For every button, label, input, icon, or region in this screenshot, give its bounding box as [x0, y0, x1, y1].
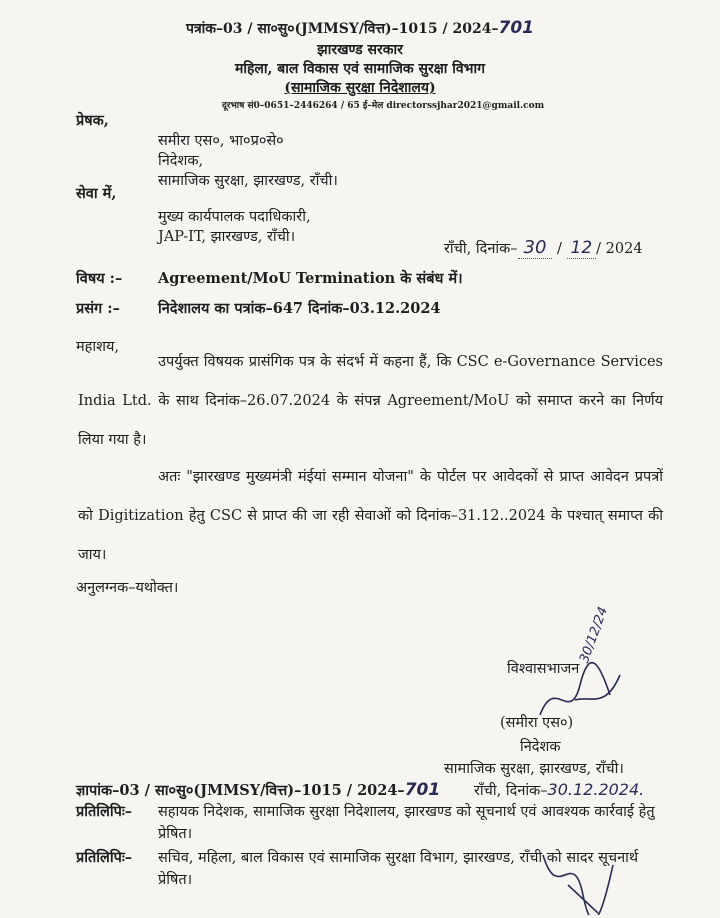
- recipient-office: JAP-IT, झारखण्ड, राँची।: [158, 229, 296, 245]
- memo-ref-handwritten: 701: [404, 780, 441, 800]
- ref-line-text: पत्रांक–03 / सा०सु०(JMMSY/वित्त)–1015 / 2024–: [186, 21, 499, 37]
- copy1-text: सहायक निदेशक, सामाजिक सुरक्षा निदेशालय, झारखण्ड को सूचनार्थ एवं आवश्यक कार्रवाई हेतु प्रेषित।: [158, 804, 655, 842]
- sender-label: प्रेषक,: [76, 112, 109, 129]
- para2-first-line: अतः "झारखण्ड मुख्यमंत्री मंईयां सम्मान योजना" के पोर्टल पर आवेदकों से प्राप्त आवेदन: [158, 469, 629, 485]
- date-year: / 2024: [596, 241, 643, 257]
- date-prefix: राँची, दिनांक–: [444, 241, 518, 257]
- body-paragraph-1: [78, 343, 663, 460]
- ref-number-line: [0, 18, 720, 38]
- para1-first-line: उपर्युक्त विषयक प्रासंगिक पत्र के संदर्भ में कहना हैं, कि CSC e-Governance: [158, 354, 596, 370]
- memo-date-prefix: राँची, दिनांक–: [474, 783, 548, 799]
- copy1-label: प्रतिलिपिः–: [76, 803, 133, 820]
- body-paragraph-2: [78, 458, 663, 575]
- contact-line: दूरभाष सं0–0651–2446264 / 65 ई–मेल directorssjhar2021@gmail.com: [222, 101, 545, 111]
- signatory-office: सामाजिक सुरक्षा, झारखण्ड, राँची।: [444, 761, 624, 777]
- date-day-handwritten: 30: [518, 237, 553, 259]
- reference-label: प्रसंग :–: [76, 300, 120, 317]
- copy2-text: सचिव, महिला, बाल विकास एवं सामाजिक सुरक्षा विभाग, झारखण्ड, राँची को सादर सूचनार्थ प्रेषित।: [158, 850, 639, 888]
- salutation: महाशय,: [76, 339, 120, 355]
- enclosure-note: अनुलग्नक–यथोक्त।: [76, 580, 179, 596]
- sender-office: सामाजिक सुरक्षा, झारखण्ड, राँची।: [158, 173, 338, 189]
- reference-text: निदेशालय का पत्रांक–647 दिनांक–03.12.2024: [158, 300, 441, 317]
- memo-date-handwritten: 30.12.2024.: [547, 780, 645, 799]
- directorate-name: (सामाजिक सुरक्षा निदेशालय): [284, 80, 436, 96]
- subject-text: Agreement/MoU Termination के संबंध में।: [158, 270, 463, 287]
- govt-name: झारखण्ड सरकार: [317, 42, 403, 58]
- sender-designation: निदेशक,: [158, 153, 204, 169]
- department-name: महिला, बाल विकास एवं सामाजिक सुरक्षा विभाग: [234, 61, 486, 77]
- date-month-handwritten: 12: [567, 238, 597, 259]
- signature-date-handwritten: 30/12/24: [577, 605, 612, 666]
- para1-rest: Services India Ltd. के साथ दिनांक–26.07.2024 के संपन्न Agreement/MoU को समाप्त करने का निर्णय लिया गया है।: [78, 354, 663, 448]
- recipient-designation: मुख्य कार्यपालक पदाधिकारी,: [158, 209, 311, 225]
- copy2-label: प्रतिलिपिः–: [76, 849, 133, 866]
- memo-ref-line: [76, 780, 440, 800]
- sender-name: समीरा एस०, भा०प्र०से०: [158, 133, 284, 149]
- subject-label: विषय :–: [76, 270, 123, 287]
- memo-ref-text: ज्ञापांक–03 / सा०सु०(JMMSY/वित्त)–1015 / 2024–: [76, 782, 405, 799]
- closing-text: विश्वासभाजन: [507, 661, 580, 677]
- ref-number-handwritten: 701: [498, 18, 534, 38]
- signatory-name: (समीरा एस०): [500, 715, 574, 731]
- para2-rest: प्रपत्रों को Digitization हेतु CSC से प्राप्त की जा रही सेवाओं को दिनांक–31.12..2024 के पश्चात् समाप्त की जाय।: [78, 469, 664, 563]
- date-separator: /: [557, 241, 562, 257]
- letter-date: [444, 237, 643, 258]
- signatory-designation: निदेशक: [520, 739, 561, 755]
- recipient-label: सेवा में,: [76, 185, 117, 202]
- memo-date: [474, 780, 644, 800]
